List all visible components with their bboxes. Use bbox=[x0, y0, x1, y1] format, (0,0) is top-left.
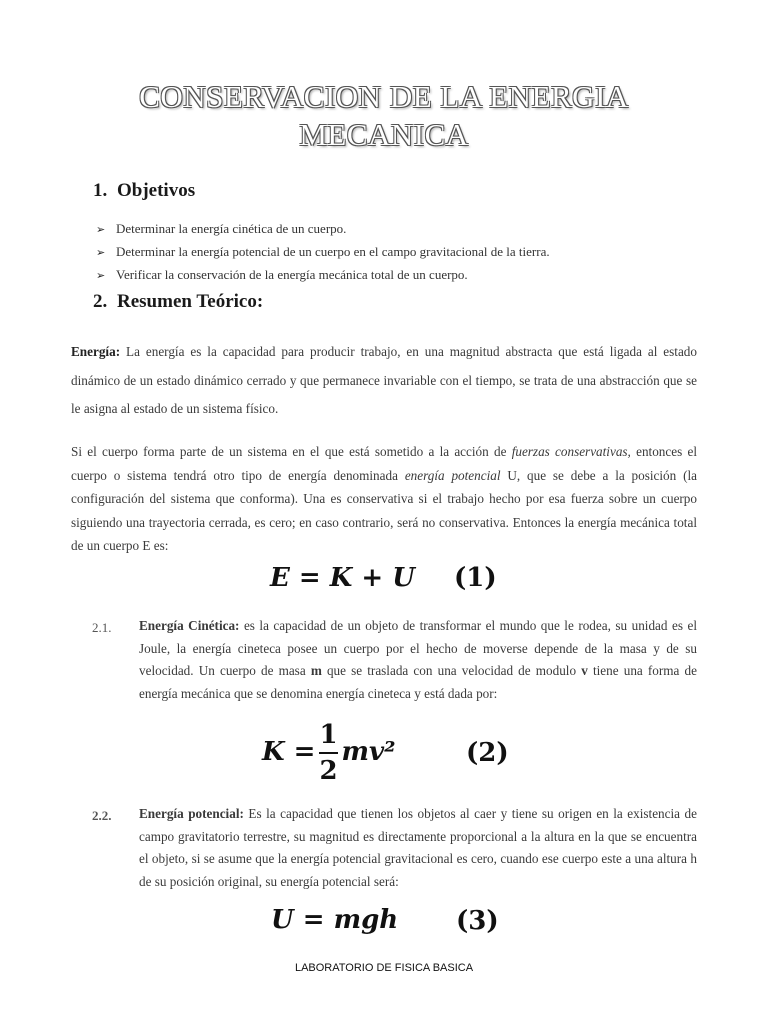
list-item: ➢ Verificar la conservación de la energía mecánica total de un cuerpo. bbox=[96, 264, 550, 287]
conservative-paragraph: Si el cuerpo forma parte de un sistema en el que está sometido a la acción de fuerzas conservativas, entonces el cuerpo o sistema tendrá otro tipo de energía denominada energía potencial U, que se debe a la posición (la configuración del sistema que conforma). Una es conservativa si el trabajo hecho por esa fuerza sobre un cuerpo siguiendo una trayectoria cerrada, es cero; en caso contrario, será no conservativa. Entonces la energía mecánica total de un cuerpo E es: bbox=[71, 444, 697, 553]
title-line-1: CONSERVACION DE LA ENERGIA bbox=[139, 79, 629, 114]
potential-energy-label: Energía potencial: bbox=[139, 806, 244, 821]
energia-paragraph: Energía: La energía es la capacidad para producir trabajo, en una magnitud abstracta que está ligada al estado dinámico de un estado dinámico cerrado y que permanece invariable con el tiempo, se trata de una abstracción que se le asigna al estado de un sistema físico. bbox=[71, 344, 697, 416]
equation-3-number: (3) bbox=[456, 906, 499, 936]
list-item: ➢ Determinar la energía cinética de un cuerpo. bbox=[96, 218, 550, 241]
kinetic-energy-label: Energía Cinética: bbox=[139, 618, 240, 633]
potential-energy-paragraph: Energía potencial: Es la capacidad que tienen los objetos al caer y tiene su origen en la existencia de campo gravitatorio terrestre, su magnitud es directamente proporcional a la altura en la que se encuentra el objeto, si se asume que la energía potencial gravitacional es cero, cuando ese cuerpo este a una altura h de su posición original, su energía potencial será: bbox=[139, 806, 697, 889]
section-2-title: Resumen Teórico: bbox=[117, 291, 264, 312]
equation-1: E = K + U bbox=[270, 563, 415, 593]
subsection-2-1-number: 2.1. bbox=[92, 620, 112, 635]
document-title bbox=[0, 78, 768, 154]
subsection-2-2-number: 2.2. bbox=[92, 808, 112, 823]
section-2-number: 2. bbox=[93, 291, 108, 312]
title-line-2: MECANICA bbox=[299, 117, 469, 152]
section-1-heading bbox=[93, 180, 195, 202]
section-2-heading bbox=[93, 291, 263, 313]
list-item: ➢ Determinar la energía potencial de un cuerpo en el campo gravitacional de la tierra. bbox=[96, 241, 550, 264]
equation-1-number: (1) bbox=[454, 563, 497, 593]
arrow-bullet-icon: ➢ bbox=[96, 269, 106, 282]
fraction-one-half: $\frac{1}{2}$ bbox=[319, 720, 338, 786]
equation-2: K = $\frac{1}{2}$ mv² bbox=[262, 720, 396, 786]
section-1-title: Objetivos bbox=[117, 180, 196, 201]
objectives-list bbox=[96, 218, 550, 287]
kinetic-energy-paragraph: Energía Cinética: es la capacidad de un objeto de transformar el mundo que le rodea, su unidad es el Joule, la energía cineteca posee un cuerpo por el hecho de moverse depende de la masa y de su velocidad. Un cuerpo de masa m que se traslada con una velocidad de modulo v tiene una forma de energía mecánica que se denomina energía cineteca y está dada por: bbox=[139, 618, 697, 701]
equation-2-number: (2) bbox=[466, 738, 509, 768]
arrow-bullet-icon: ➢ bbox=[96, 246, 106, 259]
equation-3: U = mgh bbox=[271, 905, 399, 935]
page-footer: LABORATORIO DE FISICA BASICA bbox=[294, 962, 474, 974]
energia-label: Energía: bbox=[71, 344, 121, 359]
section-1-number: 1. bbox=[93, 180, 108, 201]
arrow-bullet-icon: ➢ bbox=[96, 223, 106, 236]
